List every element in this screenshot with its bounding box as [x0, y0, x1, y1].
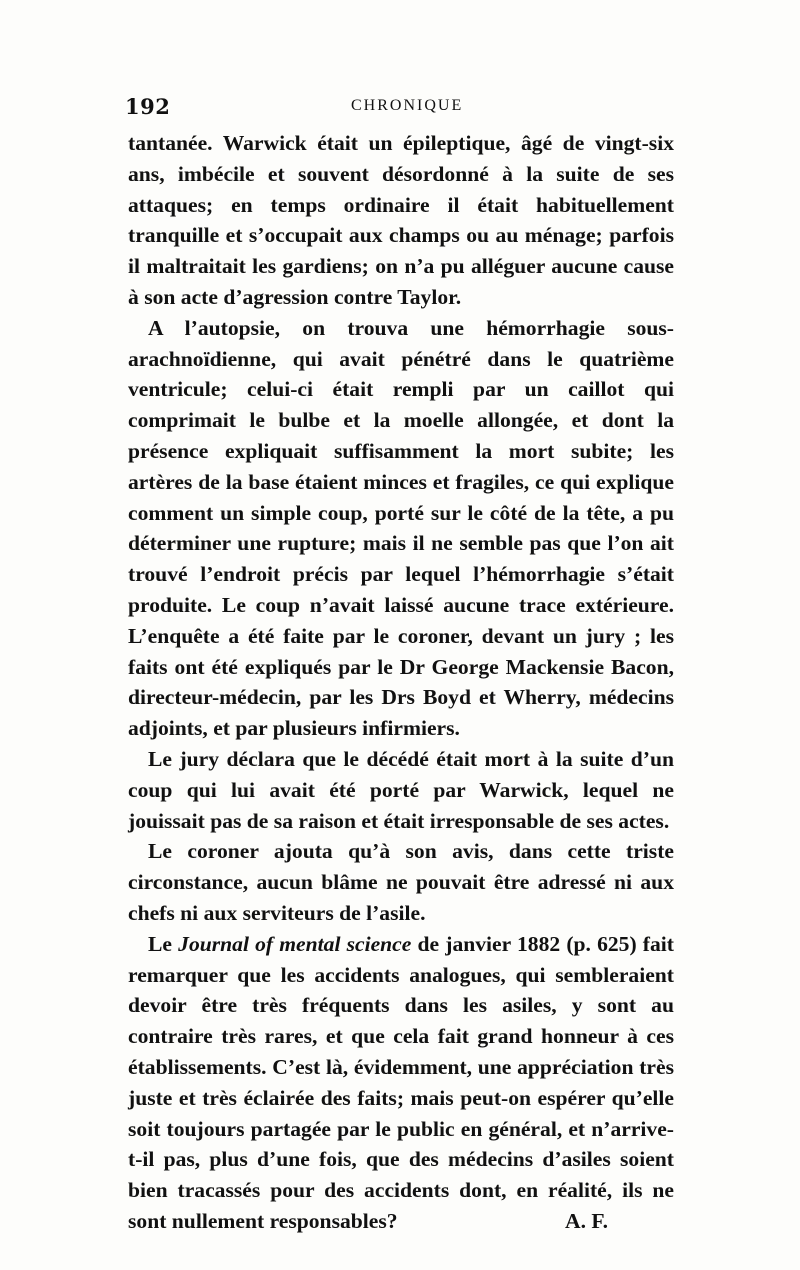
author-signature: A. F. — [565, 1208, 608, 1233]
page-header — [125, 94, 675, 122]
paragraph-2: A l’autopsie, on trouva une hémorrhagie sous-arachnoïdienne, qui avait pénétré dans le quatrième ventricule; celui-ci était rempli par un caillot qui comprimait le bulbe et la moelle allongée, et dont la présence expliquait suffisamment la mort subite; les artères de la base étaient minces et fragiles, ce qui explique comment un simple coup, porté sur le côté de la tête, a pu déterminer une rupture; mais il ne semble pas que l’on ait trouvé l’endroit précis par lequel l’hémorrhagie s’était produite. Le coup n’avait laissé aucune trace extérieure. L’enquête a été faite par le coroner, devant un jury ; les faits ont été expliqués par le Dr George Mackensie Bacon, directeur-médecin, par les Drs Boyd et Wherry, médecins adjoints, et par plusieurs infirmiers. — [128, 315, 674, 741]
journal-title: Journal of mental science — [178, 931, 412, 956]
body-text — [128, 128, 674, 1237]
paragraph-5-lead: Le — [148, 931, 172, 956]
paragraph-4: Le coroner ajouta qu’à son avis, dans cette triste circonstance, aucun blâme ne pouvait être adressé ni aux chefs ni aux serviteurs de l’asile. — [128, 839, 674, 925]
paragraph-5 — [128, 929, 674, 1237]
paragraph-3: Le jury déclara que le décédé était mort à la suite d’un coup qui lui avait été porté par Warwick, lequel ne jouissait pas de sa raison et était irresponsable de ses actes. — [128, 746, 674, 833]
page-number: 192 — [125, 94, 171, 119]
running-title: CHRONIQUE — [351, 97, 464, 114]
paragraph-5-text: de janvier 1882 (p. 625) fait remarquer que les accidents analogues, qui sembleraient devoir être très fréquents dans les asiles, y sont au contraire très rares, et que cela fait grand honneur à ces établissements. C’est là, évidemment, une appréciation très juste et très éclairée des faits; mais peut-on espérer qu’elle soit toujours partagée par le public en général, et n’arrive-t-il pas, plus d’une fois, que des médecins d’asiles soient bien tracassés pour des accidents dont, en réalité, ils ne sont nullement responsables? — [128, 931, 674, 1233]
paragraph-1: tantanée. Warwick était un épileptique, âgé de vingt-six ans, imbécile et souvent désordonné à la suite de ses attaques; en temps ordinaire il était habituellement tranquille et s’occupait aux champs ou au ménage; parfois il maltraitait les gardiens; on n’a pu alléguer aucune cause à son acte d’agression contre Taylor. — [128, 131, 674, 309]
